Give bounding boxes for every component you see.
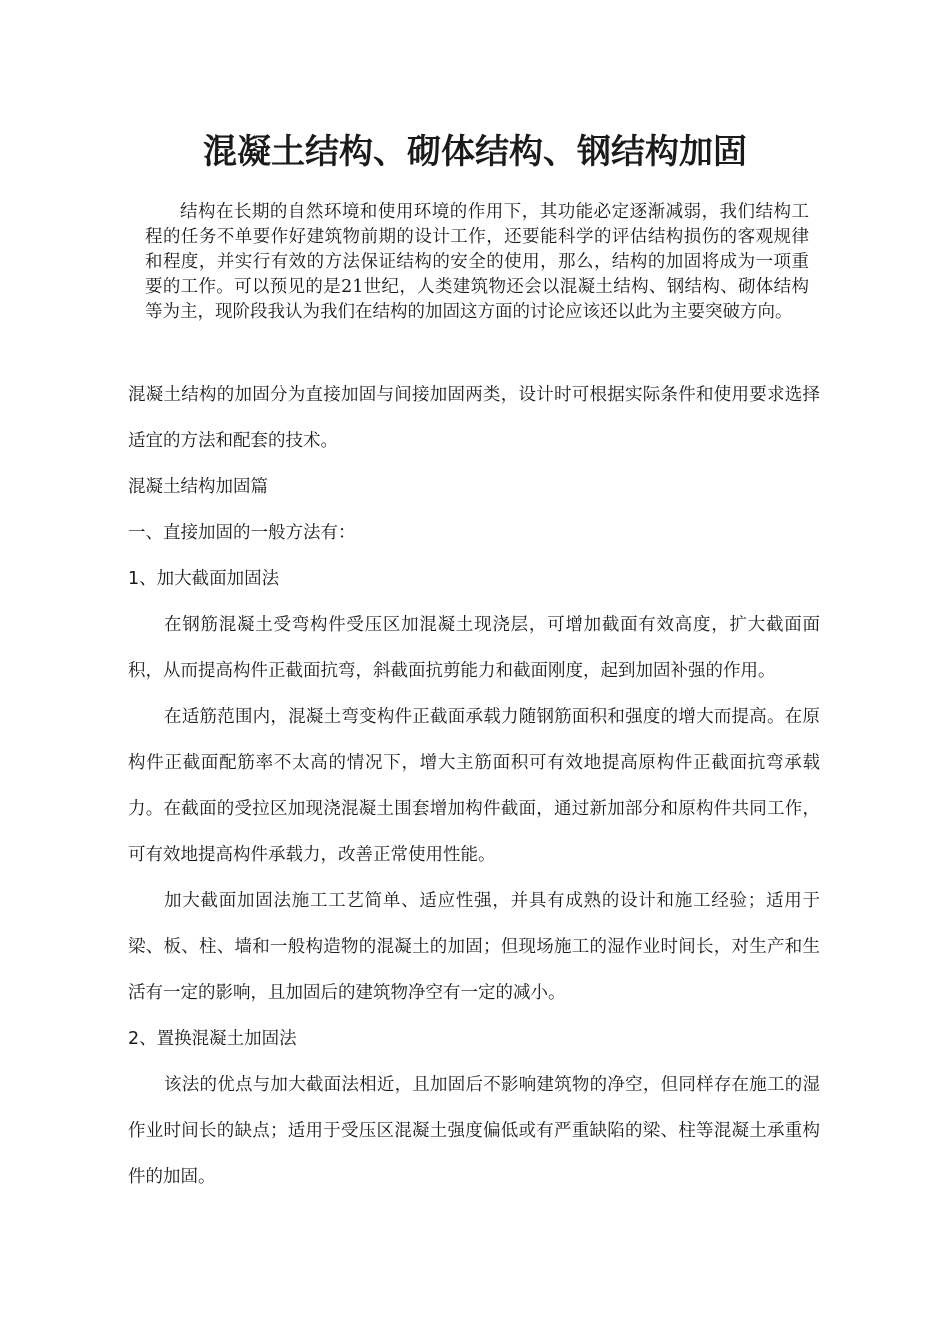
document-title: 混凝土结构、砌体结构、钢结构加固 bbox=[203, 132, 747, 172]
intro-paragraph: 结构在长期的自然环境和使用环境的作用下，其功能必定逐渐减弱，我们结构工程的任务不单要作好建筑物前期的设计工作，还要能科学的评估结构损伤的客观规律和程度，并实行有效的方法保证结构的安全的使用，那么，结构的加固将成为一项重要的工作。可以预见的是21世纪，人类建筑物还会以混凝土结构、钢结构、砌体结构等为主，现阶段我认为我们在结构的加固这方面的讨论应该还以此为主要突破方向。 bbox=[145, 202, 809, 322]
paragraph-method-1-a: 在钢筋混凝土受弯构件受压区加混凝土现浇层，可增加截面有效高度，扩大截面面积，从而提高构件正截面抗弯，斜截面抗剪能力和截面刚度，起到加固补强的作用。 bbox=[128, 615, 820, 681]
paragraph-method-2-a: 该法的优点与加大截面法相近，且加固后不影响建筑物的净空，但同样存在施工的湿作业时间长的缺点；适用于受压区混凝土强度偏低或有严重缺陷的梁、柱等混凝土承重构件的加固。 bbox=[128, 1075, 820, 1187]
method-heading-2: 2、置换混凝土加固法 bbox=[128, 1029, 297, 1049]
method-heading-1: 1、加大截面加固法 bbox=[128, 569, 280, 589]
paragraph-overview: 混凝土结构的加固分为直接加固与间接加固两类，设计时可根据实际条件和使用要求选择适宜的方法和配套的技术。 bbox=[128, 385, 820, 451]
document-body bbox=[128, 372, 820, 1200]
paragraph-method-1-b: 在适筋范围内，混凝土弯变构件正截面承载力随钢筋面积和强度的增大而提高。在原构件正截面配筋率不太高的情况下，增大主筋面积可有效地提高原构件正截面抗弯承载力。在截面的受拉区加现浇混凝土围套增加构件截面，通过新加部分和原构件共同工作，可有效地提高构件承载力，改善正常使用性能。 bbox=[128, 707, 820, 865]
subsection-heading: 一、直接加固的一般方法有： bbox=[128, 523, 356, 543]
section-heading: 混凝土结构加固篇 bbox=[128, 477, 268, 497]
paragraph-method-1-c: 加大截面加固法施工工艺简单、适应性强，并具有成熟的设计和施工经验；适用于梁、板、柱、墙和一般构造物的混凝土的加固；但现场施工的湿作业时间长，对生产和生活有一定的影响，且加固后的建筑物净空有一定的减小。 bbox=[128, 891, 820, 1003]
